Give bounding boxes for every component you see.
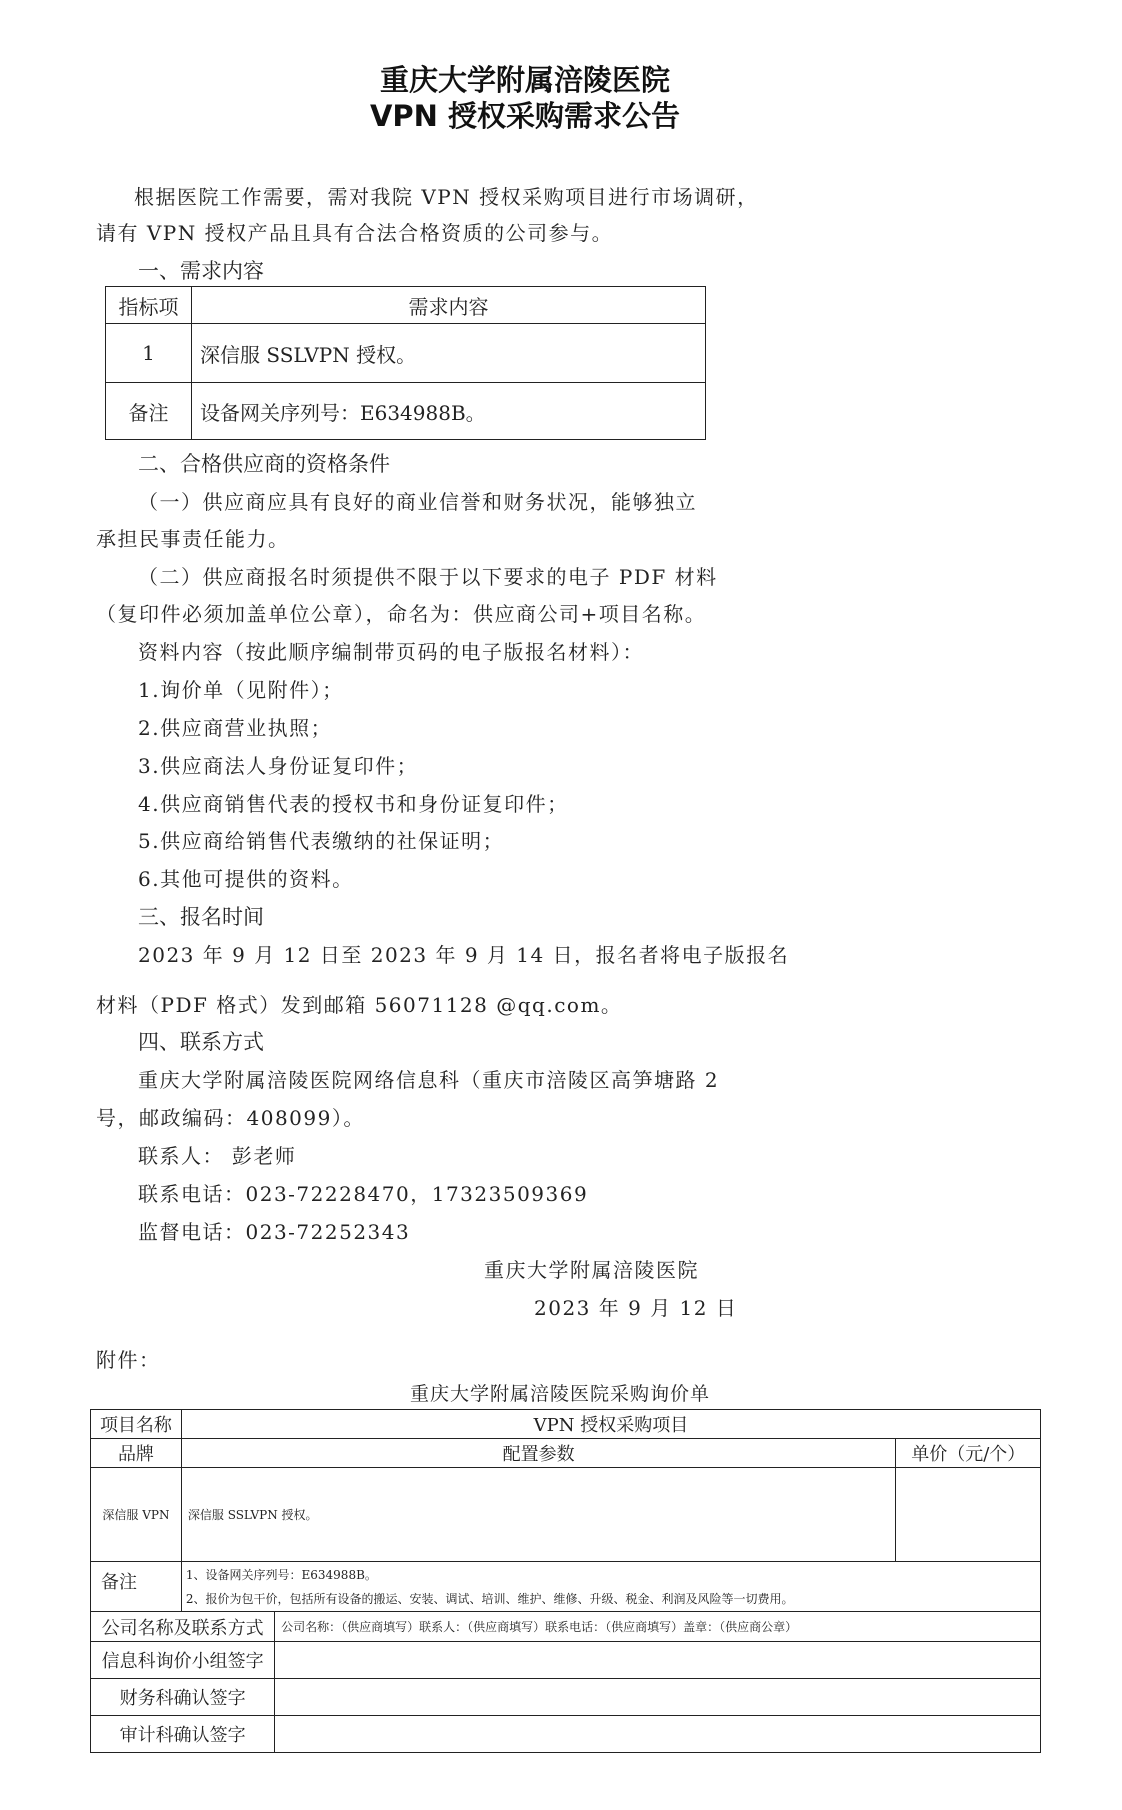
row-content: 设备网关序列号：E634988B。	[192, 383, 706, 440]
signature-date: 2023 年 9 月 12 日	[534, 1296, 738, 1320]
title-line-2: VPN 授权采购需求公告	[369, 99, 681, 133]
time-line-1: 2023 年 9 月 12 日至 2023 年 9 月 14 日，报名者将电子版报名	[138, 943, 790, 967]
brand-label: 品牌	[91, 1439, 182, 1468]
sign-info-label: 信息科询价小组签字	[91, 1642, 275, 1679]
brand-value: 深信服 VPN	[91, 1468, 182, 1562]
price-value[interactable]	[896, 1468, 1041, 1562]
materials-intro: 资料内容（按此顺序编制带页码的电子版报名材料）：	[138, 640, 644, 664]
list-item: 4.供应商销售代表的授权书和身份证复印件；	[138, 792, 569, 816]
table-row	[106, 324, 706, 383]
config-label: 配置参数	[181, 1439, 896, 1468]
row-index: 1	[106, 324, 192, 383]
condition-1-line-2: 承担民事责任能力。	[96, 527, 290, 551]
intro-line-1: 根据医院工作需要，需对我院 VPN 授权采购项目进行市场调研，	[134, 185, 759, 209]
contact-phone: 联系电话：023-72228470，17323509369	[138, 1182, 589, 1206]
form-row-sign-audit	[91, 1716, 1041, 1753]
list-item: 1.询价单（见附件）；	[138, 678, 344, 702]
remark-line-1: 1、设备网关序列号：E634988B。	[185, 1567, 377, 1582]
sign-finance-label: 财务科确认签字	[91, 1679, 275, 1716]
attachment-label: 附件：	[96, 1348, 161, 1372]
sign-audit-field[interactable]	[275, 1716, 1041, 1753]
section-heading-1: 一、需求内容	[138, 259, 264, 283]
header-index: 指标项	[106, 287, 192, 324]
form-row-project	[91, 1410, 1041, 1439]
page-title	[225, 62, 825, 134]
form-row-sign-finance	[91, 1679, 1041, 1716]
form-row-header	[91, 1439, 1041, 1468]
requirement-table-header	[106, 287, 706, 324]
sign-audit-label: 审计科确认签字	[91, 1716, 275, 1753]
intro-line-2: 请有 VPN 授权产品且具有合法合格资质的公司参与。	[96, 221, 614, 245]
form-row-company	[91, 1612, 1041, 1642]
remark-value	[181, 1562, 1040, 1612]
contact-line-2: 号，邮政编码：408099）。	[96, 1106, 365, 1130]
table-row	[106, 383, 706, 440]
config-value: 深信服 SSLVPN 授权。	[181, 1468, 896, 1562]
contact-person: 联系人： 彭老师	[138, 1144, 297, 1168]
condition-2-line-2: （复印件必须加盖单位公章），命名为：供应商公司+项目名称。	[96, 602, 707, 626]
sign-info-field[interactable]	[275, 1642, 1041, 1679]
list-item: 2.供应商营业执照；	[138, 716, 333, 740]
project-label: 项目名称	[91, 1410, 182, 1439]
contact-line-1: 重庆大学附属涪陵医院网络信息科（重庆市涪陵区高笋塘路 2	[138, 1068, 720, 1092]
form-row-sign-info	[91, 1642, 1041, 1679]
row-content: 深信服 SSLVPN 授权。	[192, 324, 706, 383]
condition-1-line-1: （一）供应商应具有良好的商业信誉和财务状况，能够独立	[138, 490, 697, 514]
form-row-item	[91, 1468, 1041, 1562]
sign-finance-field[interactable]	[275, 1679, 1041, 1716]
section-heading-4: 四、联系方式	[138, 1030, 264, 1054]
list-item: 5.供应商给销售代表缴纳的社保证明；	[138, 829, 505, 853]
time-line-2: 材料（PDF 格式）发到邮箱 56071128 @qq.com。	[96, 993, 623, 1017]
header-content: 需求内容	[192, 287, 706, 324]
project-value: VPN 授权采购项目	[181, 1410, 1040, 1439]
signature-org: 重庆大学附属涪陵医院	[484, 1258, 699, 1282]
title-line-1: 重庆大学附属涪陵医院	[379, 63, 670, 97]
company-value[interactable]: 公司名称：（供应商填写）联系人：（供应商填写）联系电话：（供应商填写）盖章：（供应商公章）	[275, 1612, 1041, 1642]
requirement-table	[105, 286, 706, 440]
remark-line-2: 2、报价为包干价，包括所有设备的搬运、安装、调试、培训、维护、维修、升级、税金、利润及风险等一切费用。	[185, 1591, 794, 1606]
supervise-phone: 监督电话：023-72252343	[138, 1220, 411, 1244]
form-row-remark	[91, 1562, 1041, 1612]
remark-label: 备注	[91, 1562, 182, 1612]
company-label: 公司名称及联系方式	[91, 1612, 275, 1642]
list-item: 6.其他可提供的资料。	[138, 867, 354, 891]
row-index: 备注	[106, 383, 192, 440]
price-label: 单价（元/个）	[896, 1439, 1041, 1468]
condition-2-line-1: （二）供应商报名时须提供不限于以下要求的电子 PDF 材料	[138, 565, 718, 589]
section-heading-3: 三、报名时间	[138, 905, 264, 929]
list-item: 3.供应商法人身份证复印件；	[138, 754, 419, 778]
inquiry-form	[90, 1409, 1041, 1753]
section-heading-2: 二、合格供应商的资格条件	[138, 452, 390, 476]
form-title: 重庆大学附属涪陵医院采购询价单	[409, 1383, 710, 1405]
